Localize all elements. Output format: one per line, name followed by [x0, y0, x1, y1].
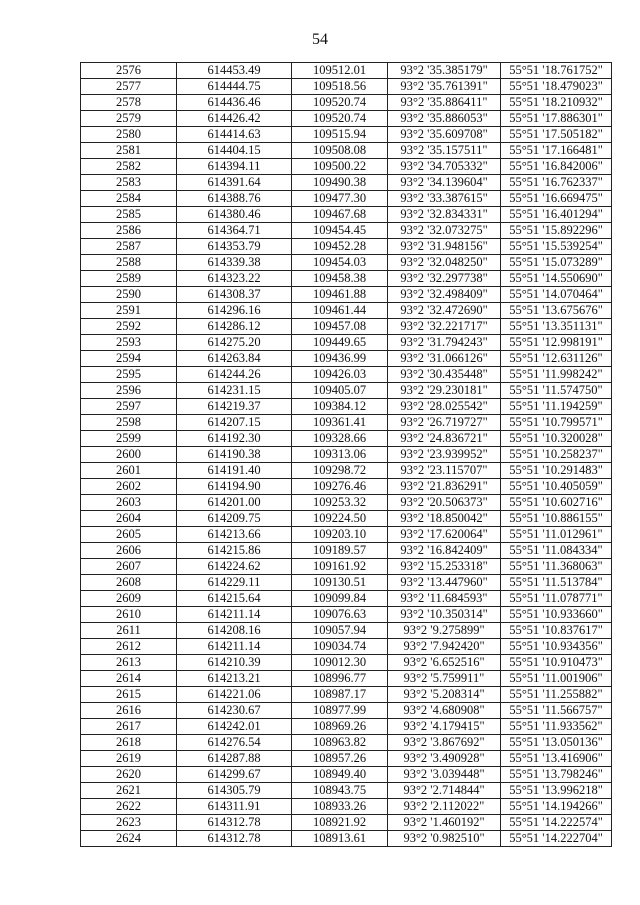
point-number-cell: 2582 [81, 159, 177, 175]
y-coordinate-cell: 109500.22 [292, 159, 388, 175]
table-row [81, 271, 612, 287]
point-number-cell: 2592 [81, 319, 177, 335]
longitude-cell: 93°2 '32.048250" [388, 255, 501, 271]
point-number-cell: 2591 [81, 303, 177, 319]
table-row [81, 95, 612, 111]
x-coordinate-cell: 614244.26 [177, 367, 292, 383]
y-coordinate-cell: 109189.57 [292, 543, 388, 559]
point-number-cell: 2580 [81, 127, 177, 143]
longitude-cell: 93°2 '3.867692" [388, 735, 501, 751]
longitude-cell: 93°2 '28.025542" [388, 399, 501, 415]
longitude-cell: 93°2 '9.275899" [388, 623, 501, 639]
latitude-cell: 55°51 '13.416906" [501, 751, 612, 767]
table-row [81, 335, 612, 351]
y-coordinate-cell: 108949.40 [292, 767, 388, 783]
longitude-cell: 93°2 '32.834331" [388, 207, 501, 223]
longitude-cell: 93°2 '29.230181" [388, 383, 501, 399]
table-row [81, 63, 612, 79]
latitude-cell: 55°51 '11.255882" [501, 687, 612, 703]
y-coordinate-cell: 108957.26 [292, 751, 388, 767]
point-number-cell: 2609 [81, 591, 177, 607]
point-number-cell: 2622 [81, 799, 177, 815]
x-coordinate-cell: 614210.39 [177, 655, 292, 671]
latitude-cell: 55°51 '10.933660" [501, 607, 612, 623]
y-coordinate-cell: 109520.74 [292, 95, 388, 111]
latitude-cell: 55°51 '10.886155" [501, 511, 612, 527]
latitude-cell: 55°51 '17.886301" [501, 111, 612, 127]
x-coordinate-cell: 614426.42 [177, 111, 292, 127]
x-coordinate-cell: 614191.40 [177, 463, 292, 479]
x-coordinate-cell: 614287.88 [177, 751, 292, 767]
latitude-cell: 55°51 '14.222704" [501, 831, 612, 847]
x-coordinate-cell: 614275.20 [177, 335, 292, 351]
latitude-cell: 55°51 '10.602716" [501, 495, 612, 511]
table-row [81, 447, 612, 463]
y-coordinate-cell: 109426.03 [292, 367, 388, 383]
y-coordinate-cell: 109057.94 [292, 623, 388, 639]
table-row [81, 111, 612, 127]
longitude-cell: 93°2 '31.794243" [388, 335, 501, 351]
x-coordinate-cell: 614215.64 [177, 591, 292, 607]
point-number-cell: 2610 [81, 607, 177, 623]
longitude-cell: 93°2 '24.836721" [388, 431, 501, 447]
point-number-cell: 2602 [81, 479, 177, 495]
point-number-cell: 2604 [81, 511, 177, 527]
y-coordinate-cell: 109518.56 [292, 79, 388, 95]
longitude-cell: 93°2 '35.761391" [388, 79, 501, 95]
x-coordinate-cell: 614364.71 [177, 223, 292, 239]
table-row [81, 655, 612, 671]
x-coordinate-cell: 614453.49 [177, 63, 292, 79]
latitude-cell: 55°51 '11.566757" [501, 703, 612, 719]
latitude-cell: 55°51 '11.368063" [501, 559, 612, 575]
point-number-cell: 2581 [81, 143, 177, 159]
y-coordinate-cell: 108933.26 [292, 799, 388, 815]
longitude-cell: 93°2 '32.498409" [388, 287, 501, 303]
latitude-cell: 55°51 '15.073289" [501, 255, 612, 271]
point-number-cell: 2598 [81, 415, 177, 431]
y-coordinate-cell: 109490.38 [292, 175, 388, 191]
latitude-cell: 55°51 '14.222574" [501, 815, 612, 831]
y-coordinate-cell: 109298.72 [292, 463, 388, 479]
x-coordinate-cell: 614194.90 [177, 479, 292, 495]
point-number-cell: 2586 [81, 223, 177, 239]
latitude-cell: 55°51 '14.550690" [501, 271, 612, 287]
x-coordinate-cell: 614211.14 [177, 639, 292, 655]
point-number-cell: 2615 [81, 687, 177, 703]
longitude-cell: 93°2 '3.490928" [388, 751, 501, 767]
point-number-cell: 2588 [81, 255, 177, 271]
point-number-cell: 2601 [81, 463, 177, 479]
latitude-cell: 55°51 '16.842006" [501, 159, 612, 175]
latitude-cell: 55°51 '18.761752" [501, 63, 612, 79]
longitude-cell: 93°2 '34.705332" [388, 159, 501, 175]
point-number-cell: 2589 [81, 271, 177, 287]
x-coordinate-cell: 614311.91 [177, 799, 292, 815]
x-coordinate-cell: 614209.75 [177, 511, 292, 527]
point-number-cell: 2600 [81, 447, 177, 463]
table-row [81, 799, 612, 815]
latitude-cell: 55°51 '16.762337" [501, 175, 612, 191]
point-number-cell: 2576 [81, 63, 177, 79]
y-coordinate-cell: 109384.12 [292, 399, 388, 415]
y-coordinate-cell: 109224.50 [292, 511, 388, 527]
y-coordinate-cell: 108977.99 [292, 703, 388, 719]
y-coordinate-cell: 109361.41 [292, 415, 388, 431]
point-number-cell: 2585 [81, 207, 177, 223]
y-coordinate-cell: 109449.65 [292, 335, 388, 351]
longitude-cell: 93°2 '23.115707" [388, 463, 501, 479]
table-row [81, 623, 612, 639]
point-number-cell: 2606 [81, 543, 177, 559]
table-row [81, 415, 612, 431]
x-coordinate-cell: 614190.38 [177, 447, 292, 463]
longitude-cell: 93°2 '17.620064" [388, 527, 501, 543]
table-row [81, 511, 612, 527]
table-row [81, 127, 612, 143]
table-row [81, 399, 612, 415]
y-coordinate-cell: 109161.92 [292, 559, 388, 575]
latitude-cell: 55°51 '12.631126" [501, 351, 612, 367]
point-number-cell: 2583 [81, 175, 177, 191]
latitude-cell: 55°51 '10.934356" [501, 639, 612, 655]
latitude-cell: 55°51 '10.405059" [501, 479, 612, 495]
point-number-cell: 2618 [81, 735, 177, 751]
y-coordinate-cell: 108921.92 [292, 815, 388, 831]
y-coordinate-cell: 108963.82 [292, 735, 388, 751]
latitude-cell: 55°51 '15.892296" [501, 223, 612, 239]
point-number-cell: 2612 [81, 639, 177, 655]
y-coordinate-cell: 109313.06 [292, 447, 388, 463]
point-number-cell: 2595 [81, 367, 177, 383]
table-row [81, 687, 612, 703]
longitude-cell: 93°2 '7.942420" [388, 639, 501, 655]
table-row [81, 175, 612, 191]
latitude-cell: 55°51 '10.258237" [501, 447, 612, 463]
longitude-cell: 93°2 '32.297738" [388, 271, 501, 287]
x-coordinate-cell: 614230.67 [177, 703, 292, 719]
x-coordinate-cell: 614444.75 [177, 79, 292, 95]
latitude-cell: 55°51 '10.291483" [501, 463, 612, 479]
latitude-cell: 55°51 '13.351131" [501, 319, 612, 335]
table-row [81, 751, 612, 767]
point-number-cell: 2616 [81, 703, 177, 719]
point-number-cell: 2584 [81, 191, 177, 207]
table-row [81, 463, 612, 479]
table-row [81, 767, 612, 783]
longitude-cell: 93°2 '11.684593" [388, 591, 501, 607]
x-coordinate-cell: 614404.15 [177, 143, 292, 159]
y-coordinate-cell: 109454.03 [292, 255, 388, 271]
longitude-cell: 93°2 '30.435448" [388, 367, 501, 383]
x-coordinate-cell: 614394.11 [177, 159, 292, 175]
x-coordinate-cell: 614192.30 [177, 431, 292, 447]
point-number-cell: 2577 [81, 79, 177, 95]
y-coordinate-cell: 109458.38 [292, 271, 388, 287]
latitude-cell: 55°51 '11.574750" [501, 383, 612, 399]
longitude-cell: 93°2 '35.609708" [388, 127, 501, 143]
table-row [81, 831, 612, 847]
y-coordinate-cell: 109034.74 [292, 639, 388, 655]
x-coordinate-cell: 614312.78 [177, 831, 292, 847]
x-coordinate-cell: 614208.16 [177, 623, 292, 639]
x-coordinate-cell: 614414.63 [177, 127, 292, 143]
y-coordinate-cell: 109276.46 [292, 479, 388, 495]
longitude-cell: 93°2 '2.112022" [388, 799, 501, 815]
longitude-cell: 93°2 '26.719727" [388, 415, 501, 431]
longitude-cell: 93°2 '35.385179" [388, 63, 501, 79]
latitude-cell: 55°51 '10.837617" [501, 623, 612, 639]
point-number-cell: 2605 [81, 527, 177, 543]
y-coordinate-cell: 109508.08 [292, 143, 388, 159]
x-coordinate-cell: 614339.38 [177, 255, 292, 271]
latitude-cell: 55°51 '18.479023" [501, 79, 612, 95]
table-row [81, 607, 612, 623]
point-number-cell: 2594 [81, 351, 177, 367]
table-row [81, 383, 612, 399]
y-coordinate-cell: 109461.88 [292, 287, 388, 303]
point-number-cell: 2579 [81, 111, 177, 127]
longitude-cell: 93°2 '5.759911" [388, 671, 501, 687]
coordinates-table [80, 62, 612, 847]
x-coordinate-cell: 614201.00 [177, 495, 292, 511]
longitude-cell: 93°2 '35.157511" [388, 143, 501, 159]
x-coordinate-cell: 614263.84 [177, 351, 292, 367]
latitude-cell: 55°51 '11.001906" [501, 671, 612, 687]
longitude-cell: 93°2 '23.939952" [388, 447, 501, 463]
table-row [81, 575, 612, 591]
point-number-cell: 2593 [81, 335, 177, 351]
y-coordinate-cell: 108969.26 [292, 719, 388, 735]
y-coordinate-cell: 109203.10 [292, 527, 388, 543]
latitude-cell: 55°51 '10.799571" [501, 415, 612, 431]
longitude-cell: 93°2 '35.886411" [388, 95, 501, 111]
longitude-cell: 93°2 '21.836291" [388, 479, 501, 495]
longitude-cell: 93°2 '20.506373" [388, 495, 501, 511]
longitude-cell: 93°2 '18.850042" [388, 511, 501, 527]
y-coordinate-cell: 108987.17 [292, 687, 388, 703]
table-row [81, 143, 612, 159]
x-coordinate-cell: 614221.06 [177, 687, 292, 703]
latitude-cell: 55°51 '11.513784" [501, 575, 612, 591]
table-row [81, 239, 612, 255]
x-coordinate-cell: 614211.14 [177, 607, 292, 623]
table-row [81, 815, 612, 831]
table-row [81, 559, 612, 575]
y-coordinate-cell: 109436.99 [292, 351, 388, 367]
point-number-cell: 2614 [81, 671, 177, 687]
latitude-cell: 55°51 '11.933562" [501, 719, 612, 735]
point-number-cell: 2597 [81, 399, 177, 415]
table-row [81, 319, 612, 335]
y-coordinate-cell: 109461.44 [292, 303, 388, 319]
latitude-cell: 55°51 '16.401294" [501, 207, 612, 223]
latitude-cell: 55°51 '13.675676" [501, 303, 612, 319]
point-number-cell: 2611 [81, 623, 177, 639]
point-number-cell: 2607 [81, 559, 177, 575]
y-coordinate-cell: 108996.77 [292, 671, 388, 687]
latitude-cell: 55°51 '13.050136" [501, 735, 612, 751]
point-number-cell: 2596 [81, 383, 177, 399]
page-number: 54 [312, 31, 328, 48]
longitude-cell: 93°2 '3.039448" [388, 767, 501, 783]
latitude-cell: 55°51 '11.998242" [501, 367, 612, 383]
x-coordinate-cell: 614213.66 [177, 527, 292, 543]
longitude-cell: 93°2 '32.221717" [388, 319, 501, 335]
table-row [81, 543, 612, 559]
longitude-cell: 93°2 '2.714844" [388, 783, 501, 799]
table-row [81, 207, 612, 223]
x-coordinate-cell: 614213.21 [177, 671, 292, 687]
latitude-cell: 55°51 '11.194259" [501, 399, 612, 415]
table-row [81, 79, 612, 95]
longitude-cell: 93°2 '5.208314" [388, 687, 501, 703]
table-row [81, 479, 612, 495]
point-number-cell: 2603 [81, 495, 177, 511]
table-row [81, 783, 612, 799]
longitude-cell: 93°2 '31.066126" [388, 351, 501, 367]
y-coordinate-cell: 109454.45 [292, 223, 388, 239]
table-row [81, 303, 612, 319]
x-coordinate-cell: 614308.37 [177, 287, 292, 303]
table-row [81, 351, 612, 367]
x-coordinate-cell: 614388.76 [177, 191, 292, 207]
y-coordinate-cell: 109452.28 [292, 239, 388, 255]
y-coordinate-cell: 108943.75 [292, 783, 388, 799]
x-coordinate-cell: 614380.46 [177, 207, 292, 223]
table-row [81, 527, 612, 543]
point-number-cell: 2608 [81, 575, 177, 591]
latitude-cell: 55°51 '16.669475" [501, 191, 612, 207]
x-coordinate-cell: 614305.79 [177, 783, 292, 799]
x-coordinate-cell: 614224.62 [177, 559, 292, 575]
latitude-cell: 55°51 '12.998191" [501, 335, 612, 351]
point-number-cell: 2621 [81, 783, 177, 799]
point-number-cell: 2623 [81, 815, 177, 831]
table-row [81, 255, 612, 271]
y-coordinate-cell: 109477.30 [292, 191, 388, 207]
longitude-cell: 93°2 '32.073275" [388, 223, 501, 239]
latitude-cell: 55°51 '13.798246" [501, 767, 612, 783]
point-number-cell: 2619 [81, 751, 177, 767]
latitude-cell: 55°51 '13.996218" [501, 783, 612, 799]
y-coordinate-cell: 109520.74 [292, 111, 388, 127]
x-coordinate-cell: 614215.86 [177, 543, 292, 559]
y-coordinate-cell: 109253.32 [292, 495, 388, 511]
longitude-cell: 93°2 '31.948156" [388, 239, 501, 255]
point-number-cell: 2587 [81, 239, 177, 255]
longitude-cell: 93°2 '32.472690" [388, 303, 501, 319]
y-coordinate-cell: 109099.84 [292, 591, 388, 607]
table-row [81, 719, 612, 735]
table-row [81, 671, 612, 687]
latitude-cell: 55°51 '17.505182" [501, 127, 612, 143]
latitude-cell: 55°51 '11.012961" [501, 527, 612, 543]
x-coordinate-cell: 614353.79 [177, 239, 292, 255]
table-row [81, 639, 612, 655]
table-row [81, 223, 612, 239]
x-coordinate-cell: 614296.16 [177, 303, 292, 319]
x-coordinate-cell: 614242.01 [177, 719, 292, 735]
y-coordinate-cell: 109512.01 [292, 63, 388, 79]
y-coordinate-cell: 109130.51 [292, 575, 388, 591]
latitude-cell: 55°51 '15.539254" [501, 239, 612, 255]
point-number-cell: 2599 [81, 431, 177, 447]
y-coordinate-cell: 109405.07 [292, 383, 388, 399]
x-coordinate-cell: 614299.67 [177, 767, 292, 783]
longitude-cell: 93°2 '10.350314" [388, 607, 501, 623]
y-coordinate-cell: 109012.30 [292, 655, 388, 671]
longitude-cell: 93°2 '13.447960" [388, 575, 501, 591]
longitude-cell: 93°2 '0.982510" [388, 831, 501, 847]
latitude-cell: 55°51 '11.078771" [501, 591, 612, 607]
point-number-cell: 2578 [81, 95, 177, 111]
table-row [81, 703, 612, 719]
table-row [81, 431, 612, 447]
longitude-cell: 93°2 '33.387615" [388, 191, 501, 207]
table-row [81, 287, 612, 303]
x-coordinate-cell: 614207.15 [177, 415, 292, 431]
x-coordinate-cell: 614219.37 [177, 399, 292, 415]
point-number-cell: 2624 [81, 831, 177, 847]
latitude-cell: 55°51 '17.166481" [501, 143, 612, 159]
table-row [81, 367, 612, 383]
latitude-cell: 55°51 '11.084334" [501, 543, 612, 559]
longitude-cell: 93°2 '6.652516" [388, 655, 501, 671]
point-number-cell: 2590 [81, 287, 177, 303]
point-number-cell: 2613 [81, 655, 177, 671]
y-coordinate-cell: 109328.66 [292, 431, 388, 447]
point-number-cell: 2620 [81, 767, 177, 783]
latitude-cell: 55°51 '10.320028" [501, 431, 612, 447]
y-coordinate-cell: 109076.63 [292, 607, 388, 623]
x-coordinate-cell: 614231.15 [177, 383, 292, 399]
longitude-cell: 93°2 '4.680908" [388, 703, 501, 719]
latitude-cell: 55°51 '14.194266" [501, 799, 612, 815]
latitude-cell: 55°51 '10.910473" [501, 655, 612, 671]
y-coordinate-cell: 109515.94 [292, 127, 388, 143]
longitude-cell: 93°2 '34.139604" [388, 175, 501, 191]
table-row [81, 159, 612, 175]
table-row [81, 495, 612, 511]
table-row [81, 735, 612, 751]
y-coordinate-cell: 109467.68 [292, 207, 388, 223]
x-coordinate-cell: 614312.78 [177, 815, 292, 831]
latitude-cell: 55°51 '18.210932" [501, 95, 612, 111]
longitude-cell: 93°2 '15.253318" [388, 559, 501, 575]
x-coordinate-cell: 614229.11 [177, 575, 292, 591]
latitude-cell: 55°51 '14.070464" [501, 287, 612, 303]
y-coordinate-cell: 109457.08 [292, 319, 388, 335]
table-row [81, 591, 612, 607]
x-coordinate-cell: 614391.64 [177, 175, 292, 191]
x-coordinate-cell: 614276.54 [177, 735, 292, 751]
longitude-cell: 93°2 '1.460192" [388, 815, 501, 831]
table-row [81, 191, 612, 207]
x-coordinate-cell: 614436.46 [177, 95, 292, 111]
x-coordinate-cell: 614286.12 [177, 319, 292, 335]
coordinates-table-body [81, 63, 612, 847]
y-coordinate-cell: 108913.61 [292, 831, 388, 847]
x-coordinate-cell: 614323.22 [177, 271, 292, 287]
longitude-cell: 93°2 '16.842409" [388, 543, 501, 559]
longitude-cell: 93°2 '4.179415" [388, 719, 501, 735]
longitude-cell: 93°2 '35.886053" [388, 111, 501, 127]
point-number-cell: 2617 [81, 719, 177, 735]
